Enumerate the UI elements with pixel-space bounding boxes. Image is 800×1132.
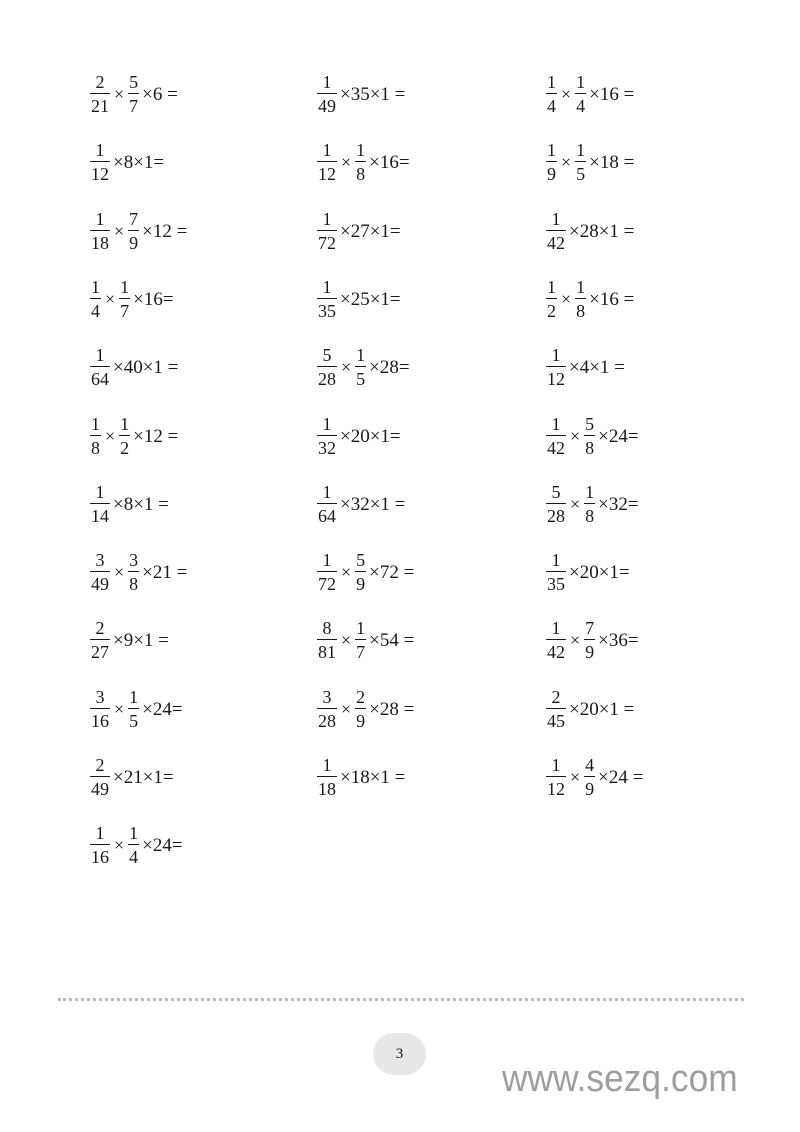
math-problem xyxy=(545,685,634,733)
fraction-numerator: 5 xyxy=(551,482,561,502)
math-problem xyxy=(545,412,639,460)
fraction xyxy=(317,483,337,525)
fraction xyxy=(355,688,366,730)
fraction xyxy=(355,619,366,661)
fraction-numerator: 5 xyxy=(356,550,366,570)
fraction-numerator: 7 xyxy=(129,209,139,229)
math-problem xyxy=(89,275,174,323)
math-problem xyxy=(316,412,401,460)
fraction-numerator: 1 xyxy=(551,618,561,638)
math-problem xyxy=(89,616,169,664)
fraction-denominator: 4 xyxy=(576,96,586,116)
multiply-operator: × xyxy=(114,84,125,104)
fraction-numerator: 3 xyxy=(95,687,105,707)
multiply-operator: × xyxy=(570,630,581,650)
fraction-numerator: 1 xyxy=(95,345,105,365)
fraction-numerator: 2 xyxy=(95,72,105,92)
fraction-denominator: 8 xyxy=(356,164,366,184)
fraction-denominator: 12 xyxy=(547,369,565,389)
fraction-denominator: 9 xyxy=(585,779,595,799)
fraction-numerator: 3 xyxy=(129,550,139,570)
math-problem xyxy=(545,275,634,323)
fraction-numerator: 1 xyxy=(551,550,561,570)
fraction-denominator: 7 xyxy=(120,301,130,321)
fraction-numerator: 1 xyxy=(322,277,332,297)
fraction xyxy=(119,278,130,320)
expression-tail: ×18×1 = xyxy=(340,766,406,788)
fraction-numerator: 1 xyxy=(585,482,595,502)
multiply-operator: × xyxy=(114,835,125,855)
fraction xyxy=(317,756,337,798)
fraction xyxy=(584,756,595,798)
expression-tail: ×18 = xyxy=(589,151,635,173)
math-problem xyxy=(545,616,639,664)
fraction xyxy=(546,756,566,798)
math-problem xyxy=(89,548,187,596)
fraction xyxy=(546,73,557,115)
fraction-numerator: 1 xyxy=(120,414,130,434)
expression-tail: ×24= xyxy=(598,425,639,447)
fraction-denominator: 4 xyxy=(91,301,100,321)
multiply-operator: × xyxy=(561,152,572,172)
expression-tail: ×6 = xyxy=(142,83,178,105)
fraction-denominator: 5 xyxy=(576,164,586,184)
fraction-denominator: 12 xyxy=(318,164,336,184)
expression-tail: ×28 = xyxy=(369,698,415,720)
fraction-denominator: 16 xyxy=(91,711,109,731)
expression-tail: ×25×1= xyxy=(340,288,401,310)
fraction-denominator: 9 xyxy=(356,574,366,594)
fraction xyxy=(317,278,337,320)
expression-tail: ×27×1= xyxy=(340,220,401,242)
fraction-numerator: 5 xyxy=(322,345,332,365)
fraction xyxy=(355,346,366,388)
fraction-numerator: 1 xyxy=(120,277,130,297)
expression-tail: ×24= xyxy=(142,834,183,856)
fraction xyxy=(128,824,139,866)
fraction xyxy=(90,141,110,183)
expression-tail: ×16= xyxy=(133,288,174,310)
math-problem xyxy=(545,343,625,391)
fraction-numerator: 3 xyxy=(322,687,332,707)
fraction-numerator: 1 xyxy=(95,209,105,229)
fraction xyxy=(90,415,101,457)
fraction-denominator: 35 xyxy=(318,301,336,321)
fraction xyxy=(546,415,566,457)
expression-tail: ×8×1 = xyxy=(113,493,169,515)
math-problem xyxy=(316,685,414,733)
fraction-denominator: 9 xyxy=(547,164,556,184)
fraction xyxy=(90,73,110,115)
fraction xyxy=(575,278,586,320)
fraction-numerator: 5 xyxy=(129,72,139,92)
fraction-denominator: 42 xyxy=(547,438,565,458)
expression-tail: ×32×1 = xyxy=(340,493,406,515)
fraction-denominator: 8 xyxy=(585,506,595,526)
math-problem xyxy=(316,753,405,801)
fraction-numerator: 1 xyxy=(547,277,556,297)
math-problem xyxy=(545,548,630,596)
fraction-denominator: 72 xyxy=(318,574,336,594)
fraction-denominator: 9 xyxy=(129,233,139,253)
expression-tail: ×4×1 = xyxy=(569,356,625,378)
fraction-numerator: 2 xyxy=(551,687,561,707)
fraction xyxy=(90,210,110,252)
fraction-numerator: 1 xyxy=(95,823,105,843)
expression-tail: ×72 = xyxy=(369,561,415,583)
fraction-denominator: 14 xyxy=(91,506,109,526)
multiply-operator: × xyxy=(341,562,352,582)
fraction xyxy=(546,141,557,183)
expression-tail: ×16 = xyxy=(589,83,635,105)
math-problem xyxy=(316,480,405,528)
fraction-numerator: 2 xyxy=(356,687,366,707)
math-problem xyxy=(89,685,183,733)
fraction-denominator: 12 xyxy=(547,779,565,799)
fraction-denominator: 81 xyxy=(318,642,336,662)
expression-tail: ×36= xyxy=(598,629,639,651)
fraction-numerator: 1 xyxy=(322,755,332,775)
fraction xyxy=(317,551,337,593)
fraction-denominator: 28 xyxy=(318,369,336,389)
fraction-numerator: 1 xyxy=(322,550,332,570)
fraction-numerator: 1 xyxy=(551,209,561,229)
multiply-operator: × xyxy=(570,494,581,514)
fraction-numerator: 1 xyxy=(547,72,556,92)
fraction-numerator: 1 xyxy=(356,140,366,160)
multiply-operator: × xyxy=(105,426,116,446)
fraction xyxy=(317,73,337,115)
fraction-numerator: 2 xyxy=(95,618,105,638)
fraction-numerator: 1 xyxy=(91,414,100,434)
fraction xyxy=(90,756,110,798)
math-problem xyxy=(316,275,401,323)
fraction-denominator: 4 xyxy=(129,847,139,867)
fraction xyxy=(128,551,139,593)
math-problem xyxy=(89,207,187,255)
fraction-denominator: 16 xyxy=(91,847,109,867)
fraction-numerator: 1 xyxy=(547,140,556,160)
fraction-numerator: 3 xyxy=(95,550,105,570)
expression-tail: ×8×1= xyxy=(113,151,165,173)
fraction-denominator: 45 xyxy=(547,711,565,731)
fraction-denominator: 42 xyxy=(547,233,565,253)
expression-tail: ×20×1 = xyxy=(569,698,635,720)
fraction-numerator: 1 xyxy=(91,277,100,297)
fraction-numerator: 4 xyxy=(585,755,595,775)
fraction-denominator: 9 xyxy=(356,711,366,731)
math-problem xyxy=(89,138,164,186)
fraction-denominator: 49 xyxy=(91,574,109,594)
math-problem xyxy=(89,343,178,391)
fraction xyxy=(90,688,110,730)
expression-tail: ×12 = xyxy=(133,425,179,447)
fraction xyxy=(317,346,337,388)
math-problem xyxy=(545,70,634,118)
multiply-operator: × xyxy=(105,289,116,309)
fraction-numerator: 1 xyxy=(356,618,366,638)
fraction-denominator: 64 xyxy=(91,369,109,389)
fraction-denominator: 49 xyxy=(91,779,109,799)
math-problem xyxy=(316,70,405,118)
fraction xyxy=(317,141,337,183)
multiply-operator: × xyxy=(561,289,572,309)
fraction-numerator: 1 xyxy=(95,140,105,160)
fraction-denominator: 72 xyxy=(318,233,336,253)
math-problem xyxy=(545,207,634,255)
fraction-denominator: 32 xyxy=(318,438,336,458)
fraction xyxy=(546,278,557,320)
math-problem xyxy=(545,480,639,528)
fraction-denominator: 8 xyxy=(91,438,100,458)
fraction xyxy=(546,483,566,525)
fraction-denominator: 21 xyxy=(91,96,109,116)
fraction xyxy=(90,346,110,388)
fraction-denominator: 5 xyxy=(356,369,366,389)
fraction-denominator: 9 xyxy=(585,642,595,662)
fraction-denominator: 2 xyxy=(547,301,556,321)
fraction-denominator: 27 xyxy=(91,642,109,662)
fraction-denominator: 18 xyxy=(318,779,336,799)
fraction xyxy=(119,415,130,457)
fraction xyxy=(317,688,337,730)
multiply-operator: × xyxy=(341,630,352,650)
fraction xyxy=(584,415,595,457)
expression-tail: ×35×1 = xyxy=(340,83,406,105)
expression-tail: ×12 = xyxy=(142,220,188,242)
page-number-badge xyxy=(373,1033,426,1075)
expression-tail: ×24= xyxy=(142,698,183,720)
math-problem xyxy=(316,548,414,596)
fraction xyxy=(355,551,366,593)
multiply-operator: × xyxy=(570,767,581,787)
fraction-numerator: 1 xyxy=(576,72,586,92)
expression-tail: ×28= xyxy=(369,356,410,378)
expression-tail: ×32= xyxy=(598,493,639,515)
fraction-numerator: 1 xyxy=(322,140,332,160)
fraction-numerator: 2 xyxy=(95,755,105,775)
fraction xyxy=(317,415,337,457)
multiply-operator: × xyxy=(561,84,572,104)
fraction xyxy=(546,619,566,661)
fraction-denominator: 12 xyxy=(91,164,109,184)
expression-tail: ×16 = xyxy=(589,288,635,310)
math-problem xyxy=(89,753,174,801)
fraction-denominator: 8 xyxy=(576,301,586,321)
multiply-operator: × xyxy=(341,152,352,172)
fraction-denominator: 7 xyxy=(129,96,139,116)
fraction-denominator: 8 xyxy=(129,574,139,594)
fraction xyxy=(355,141,366,183)
dotted-divider xyxy=(58,998,744,1001)
fraction-numerator: 1 xyxy=(576,277,586,297)
fraction-numerator: 1 xyxy=(356,345,366,365)
fraction-numerator: 1 xyxy=(322,209,332,229)
fraction-numerator: 5 xyxy=(585,414,595,434)
expression-tail: ×20×1= xyxy=(340,425,401,447)
expression-tail: ×20×1= xyxy=(569,561,630,583)
fraction-denominator: 28 xyxy=(547,506,565,526)
fraction xyxy=(584,619,595,661)
expression-tail: ×21×1= xyxy=(113,766,174,788)
expression-tail: ×16= xyxy=(369,151,410,173)
fraction-denominator: 18 xyxy=(91,233,109,253)
fraction-numerator: 1 xyxy=(95,482,105,502)
multiply-operator: × xyxy=(570,426,581,446)
fraction-numerator: 8 xyxy=(322,618,332,638)
multiply-operator: × xyxy=(341,357,352,377)
math-problem xyxy=(316,207,401,255)
fraction xyxy=(90,278,101,320)
fraction xyxy=(546,688,566,730)
fraction xyxy=(546,551,566,593)
fraction xyxy=(90,551,110,593)
fraction-denominator: 4 xyxy=(547,96,556,116)
math-problem xyxy=(316,616,414,664)
fraction xyxy=(128,73,139,115)
fraction xyxy=(128,210,139,252)
fraction-numerator: 1 xyxy=(322,482,332,502)
math-problem xyxy=(316,343,410,391)
fraction-denominator: 5 xyxy=(129,711,139,731)
fraction xyxy=(90,483,110,525)
math-problem xyxy=(89,821,183,869)
fraction-numerator: 1 xyxy=(129,823,139,843)
fraction-numerator: 1 xyxy=(551,755,561,775)
fraction-numerator: 1 xyxy=(551,414,561,434)
expression-tail: ×24 = xyxy=(598,766,644,788)
math-problem xyxy=(316,138,410,186)
expression-tail: ×40×1 = xyxy=(113,356,179,378)
fraction-denominator: 28 xyxy=(318,711,336,731)
page-number: 3 xyxy=(395,1045,404,1062)
multiply-operator: × xyxy=(114,221,125,241)
fraction-numerator: 1 xyxy=(576,140,586,160)
math-problem xyxy=(545,138,634,186)
fraction-denominator: 42 xyxy=(547,642,565,662)
fraction xyxy=(546,346,566,388)
fraction xyxy=(575,141,586,183)
fraction-numerator: 7 xyxy=(585,618,595,638)
fraction-numerator: 1 xyxy=(129,687,139,707)
fraction-denominator: 8 xyxy=(585,438,595,458)
fraction-denominator: 2 xyxy=(120,438,130,458)
expression-tail: ×21 = xyxy=(142,561,188,583)
fraction xyxy=(90,824,110,866)
math-problem xyxy=(89,70,178,118)
fraction xyxy=(575,73,586,115)
math-problem xyxy=(545,753,643,801)
fraction xyxy=(317,619,337,661)
fraction xyxy=(90,619,110,661)
expression-tail: ×28×1 = xyxy=(569,220,635,242)
fraction-denominator: 49 xyxy=(318,96,336,116)
fraction-numerator: 1 xyxy=(551,345,561,365)
multiply-operator: × xyxy=(341,699,352,719)
fraction-numerator: 1 xyxy=(322,72,332,92)
expression-tail: ×9×1 = xyxy=(113,629,169,651)
fraction-numerator: 1 xyxy=(322,414,332,434)
multiply-operator: × xyxy=(114,699,125,719)
site-watermark: www.sezq.com xyxy=(502,1058,738,1100)
math-problem xyxy=(89,412,178,460)
math-problem xyxy=(89,480,169,528)
fraction xyxy=(546,210,566,252)
expression-tail: ×54 = xyxy=(369,629,415,651)
fraction xyxy=(584,483,595,525)
fraction-denominator: 35 xyxy=(547,574,565,594)
fraction-denominator: 64 xyxy=(318,506,336,526)
multiply-operator: × xyxy=(114,562,125,582)
fraction xyxy=(317,210,337,252)
fraction xyxy=(128,688,139,730)
fraction-denominator: 7 xyxy=(356,642,366,662)
